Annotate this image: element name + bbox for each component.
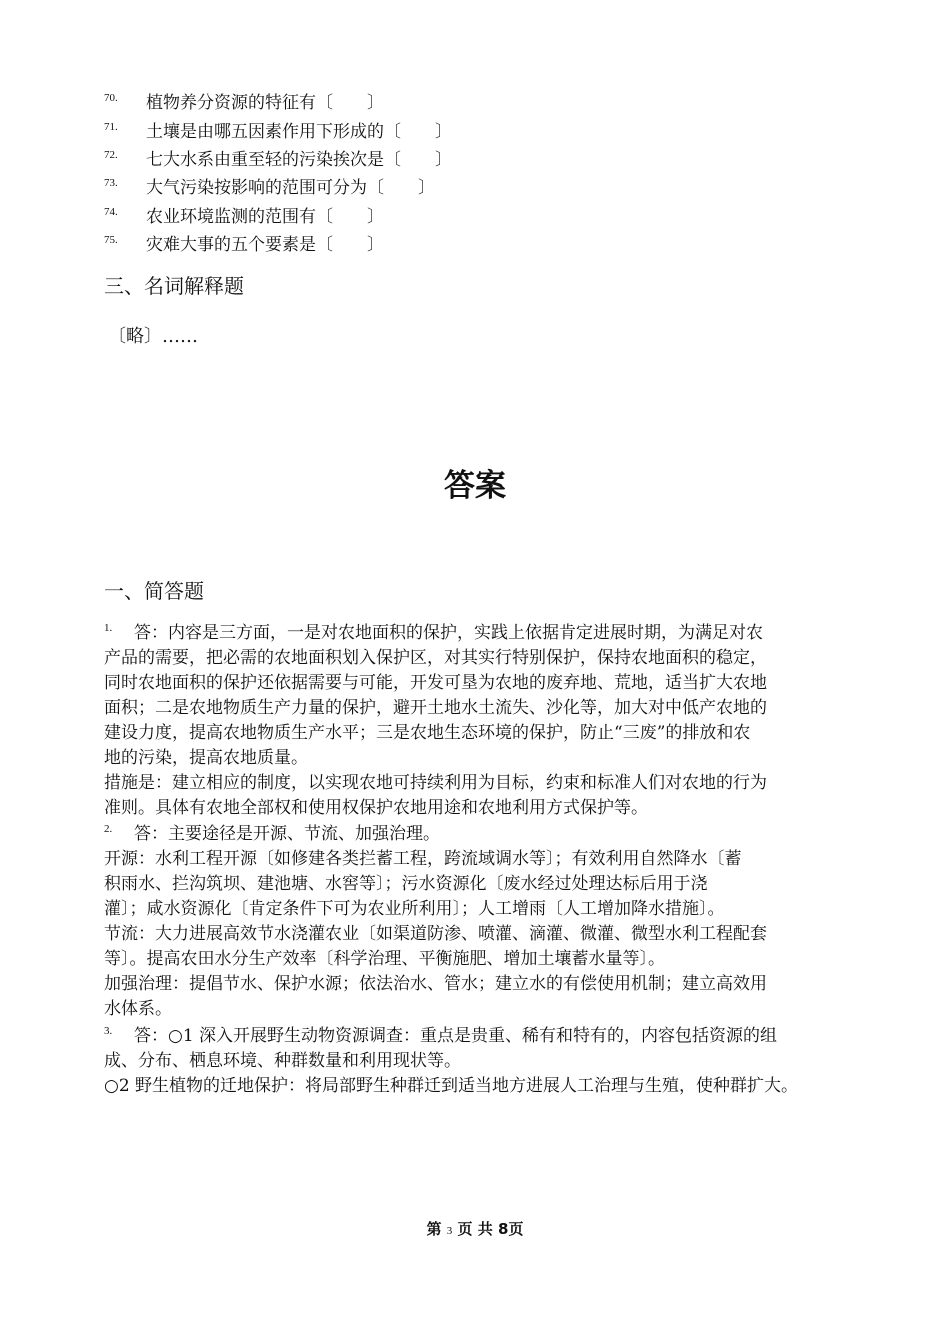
question-74 xyxy=(104,202,384,227)
answer-line: 3. 答：○1 深入开展野生动物资源调查：重点是贵重、稀有和特有的，内容包括资源的组 xyxy=(104,1019,874,1049)
question-number: 75. xyxy=(104,234,118,246)
question-number: 74. xyxy=(104,206,118,218)
question-73 xyxy=(104,173,435,198)
answer-line: 地的污染，提高农地质量。 xyxy=(104,748,308,768)
footer-prefix: 第 xyxy=(426,1220,442,1238)
answer-line: 等〕。提高农田水分生产效率〔科学治理、平衡施肥、增加土壤蓄水量等〕。 xyxy=(104,949,665,969)
answer-line: 同时农地面积的保护还依据需要与可能，开发可垦为农地的废弃地、荒地，适当扩大农地 xyxy=(104,673,767,693)
question-number: 70. xyxy=(104,92,118,104)
question-text: 大气污染按影响的范围可分为〔 〕 xyxy=(146,178,435,198)
answer-3 xyxy=(104,1019,874,1099)
question-75 xyxy=(104,230,384,255)
answer-2 xyxy=(104,817,874,1022)
answer-number: 1. xyxy=(104,622,113,634)
answer-line: 开源：水利工程开源〔如修建各类拦蓄工程，跨流域调水等〕；有效利用自然降水〔蓄 xyxy=(104,849,742,869)
answer-line: ○2 野生植物的迁地保护：将局部野生种群迁到适当地方进展人工治理与生殖，使种群扩大。 xyxy=(104,1076,799,1096)
question-number: 71. xyxy=(104,121,118,133)
section-1-heading: 一、简答题 xyxy=(104,579,204,603)
answer-number: 2. xyxy=(104,823,113,835)
question-70 xyxy=(104,88,384,113)
answer-line: 措施是：建立相应的制度，以实现农地可持续利用为目标，约束和标准人们对农地的行为 xyxy=(104,773,767,793)
answer-line: 1. 答：内容是三方面，一是对农地面积的保护，实践上依据肯定进展时期，为满足对农 xyxy=(104,616,874,646)
question-72 xyxy=(104,145,452,170)
answer-line: 建设力度，提高农地物质生产水平；三是农地生态环境的保护，防止“三废”的排放和农 xyxy=(104,723,751,743)
question-text: 植物养分资源的特征有〔 〕 xyxy=(146,93,384,113)
page-footer xyxy=(0,1218,950,1239)
answer-line: 节流：大力进展高效节水浇灌农业〔如渠道防渗、喷灌、滴灌、微灌、微型水利工程配套 xyxy=(104,924,767,944)
answer-line: 积雨水、拦沟筑坝、建池塘、水窖等〕；污水资源化〔废水经过处理达标后用于浇 xyxy=(104,874,708,894)
question-number: 73. xyxy=(104,177,118,189)
answer-1 xyxy=(104,616,874,821)
answer-line: 面积；二是农地物质生产力量的保护，避开土地水土流失、沙化等，加大对中低产农地的 xyxy=(104,698,767,718)
footer-suffix: 页 xyxy=(508,1220,524,1238)
answer-line: 成、分布、栖息环境、种群数量和利用现状等。 xyxy=(104,1051,461,1071)
answer-line: 准则。具体有农地全部权和使用权保护农地用途和农地利用方式保护等。 xyxy=(104,798,648,818)
section-3-content: 〔略〕…… xyxy=(108,326,198,347)
answer-number: 3. xyxy=(104,1025,113,1037)
question-text: 灾难大事的五个要素是〔 〕 xyxy=(146,235,384,255)
section-3-heading: 三、名词解释题 xyxy=(104,274,244,298)
total-pages: 8 xyxy=(498,1220,509,1238)
question-number: 72. xyxy=(104,149,118,161)
question-text: 七大水系由重至轻的污染挨次是〔 〕 xyxy=(146,150,452,170)
answer-line: 水体系。 xyxy=(104,999,172,1019)
answer-title: 答案 xyxy=(444,468,506,504)
question-71 xyxy=(104,117,452,142)
answer-line: 产品的需要，把必需的农地面积划入保护区，对其实行特别保护，保持农地面积的稳定， xyxy=(104,648,767,668)
answer-line: 加强治理：提倡节水、保护水源；依法治水、管水；建立水的有偿使用机制；建立高效用 xyxy=(104,974,767,994)
answer-line: 2. 答：主要途径是开源、节流、加强治理。 xyxy=(104,817,874,847)
question-text: 农业环境监测的范围有〔 〕 xyxy=(146,207,384,227)
question-text: 土壤是由哪五因素作用下形成的〔 〕 xyxy=(146,122,452,142)
footer-mid: 页 共 xyxy=(457,1220,493,1238)
answer-line: 灌〕；咸水资源化〔肯定条件下可为农业所利用〕；人工增雨〔人工增加降水措施〕。 xyxy=(104,899,725,919)
page-number: 3 xyxy=(446,1225,453,1237)
